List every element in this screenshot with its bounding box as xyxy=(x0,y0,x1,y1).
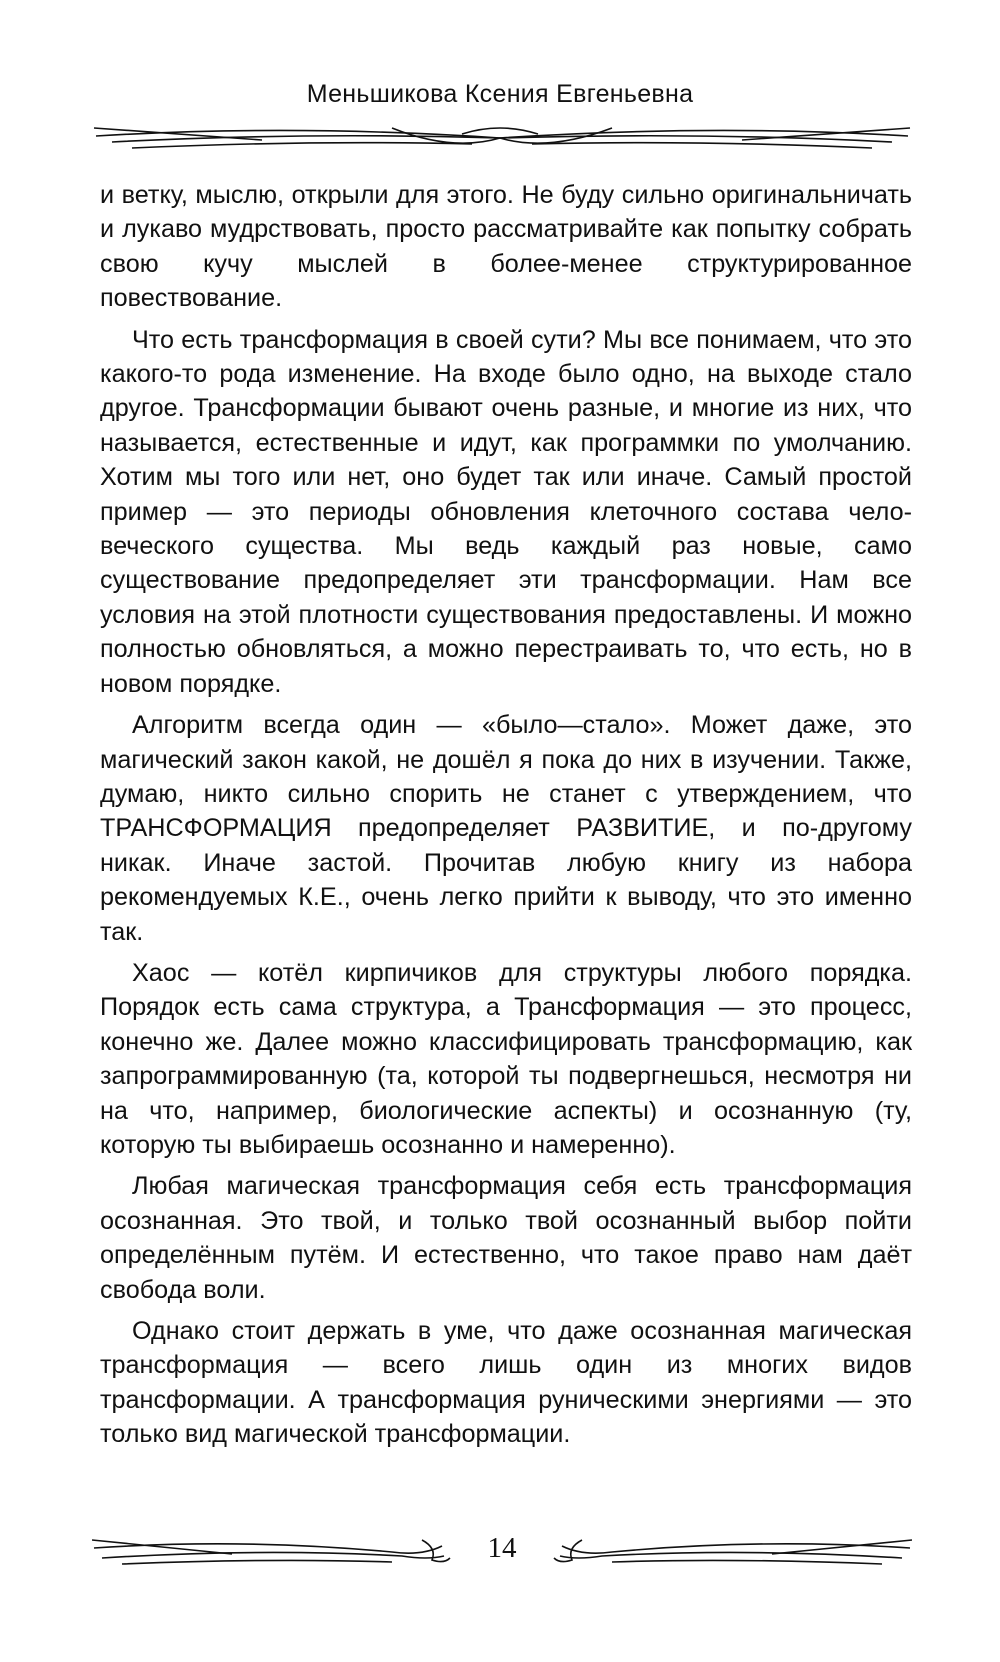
page-footer xyxy=(92,1528,912,1578)
footer-ornament-right xyxy=(552,1534,912,1570)
page-number: 14 xyxy=(487,1532,517,1564)
paragraph-4: Хаос — котёл кирпичиков для структуры любого порядка. Порядок есть сама структура, а Трансформация — это процесс, конечно же. Далее можно классифицировать трансформацию, как запрограммированную (та, которой ты подвергнешься, несмотря ни на что, например, биологические аспекты) и осознанную (ту, которую ты выбираешь осознанно и намеренно). xyxy=(100,958,912,1159)
paragraph-5: Любая магическая трансформация себя есть трансформация осознанная. Это твой, и только твой осознанный выбор пойти определённым путём. И естественно, что такое право нам даёт свобода воли. xyxy=(100,1172,912,1304)
paragraph-2: Что есть трансформация в своей сути? Мы все понимаем, что это какого-то рода изменение. На входе было одно, на выходе стало другое. Трансформации бывают очень разные, и многие из них, что называется, естественные и идут, как программки по умолчанию. Хотим мы того или нет, оно будет так или иначе. Самый простой пример — это периоды обновления клеточного состава человеческого существа. Мы ведь каждый раз новые, само существование предопределяет эти трансформации. Нам все условия на этой плотности существования предоставлены. И можно полностью обновляться, а можно перестраивать то, что есть, но в новом порядке. xyxy=(100,325,912,698)
paragraph-6: Однако стоит держать в уме, что даже осознанная магическая трансформация — всего лишь один из многих видов трансформации. А трансформация руническими энергиями — это только вид магической трансформации. xyxy=(100,1317,912,1449)
paragraph-3: Алгоритм всегда один — «было—стало». Может даже, это магический закон какой, не дошёл я пока до них в изучении. Также, думаю, никто сильно спорить не станет с утверждением, что ТРАНСФОРМАЦИЯ предопределяет РАЗВИТИЕ, и по-другому никак. Иначе застой. Прочитав любую книгу из набора рекомендуемых К.Е., очень легко прийти к выводу, что это именно так. xyxy=(100,711,912,946)
header-ornament-divider xyxy=(92,118,912,158)
paragraph-1: и ветку, мыслю, открыли для этого. Не буду сильно оригинальничать и лукаво мудрствовать, просто рассматривайте как попытку собрать свою кучу мыслей в более-менее структурированное повествование. xyxy=(100,181,912,313)
running-head-author: Меньшикова Ксения Евгеньевна xyxy=(306,80,694,108)
body-text xyxy=(100,178,912,1459)
